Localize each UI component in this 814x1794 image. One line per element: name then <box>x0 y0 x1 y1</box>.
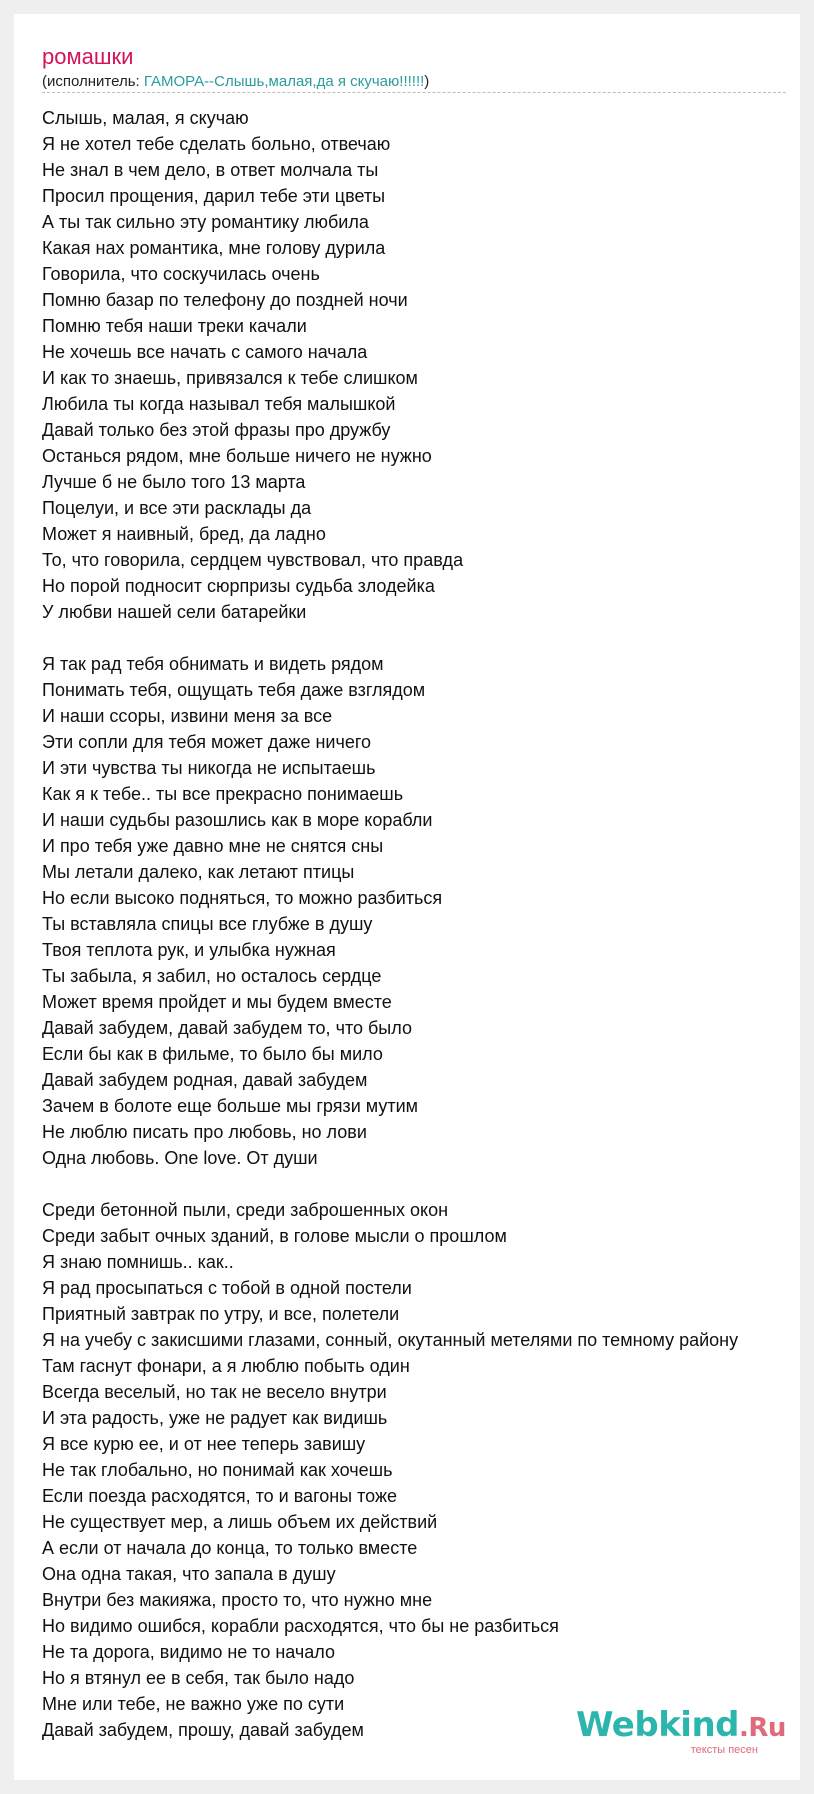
song-title: ромашки <box>42 44 134 69</box>
artist-line <box>42 72 786 92</box>
song-header <box>42 42 786 92</box>
lyric-line: То, что говорила, сердцем чувствовал, что правда <box>42 550 464 570</box>
lyric-line: Я знаю помнишь.. как.. <box>42 1252 234 1272</box>
artist-link[interactable]: ГАМОРА--Слышь,малая,да я скучаю!!!!!! <box>143 73 425 90</box>
lyric-line: Останься рядом, мне больше ничего не нужно <box>42 446 432 466</box>
lyric-line: Если бы как в фильме, то было бы мило <box>42 1044 383 1064</box>
lyric-line: Может я наивный, бред, да ладно <box>42 524 326 544</box>
lyric-line: А если от начала до конца, то только вместе <box>42 1538 418 1558</box>
lyric-line: Не существует мер, а лишь объем их действий <box>42 1512 438 1532</box>
lyric-line: Давай только без этой фразы про дружбу <box>42 420 391 440</box>
lyric-line: Эти сопли для тебя может даже ничего <box>42 732 372 752</box>
lyric-line: Зачем в болоте еще больше мы грязи мутим <box>42 1096 418 1116</box>
lyric-line: Внутри без макияжа, просто то, что нужно мне <box>42 1590 433 1610</box>
lyric-line: И наши ссоры, извини меня за все <box>42 706 333 726</box>
lyric-line: Она одна такая, что запала в душу <box>42 1564 336 1584</box>
lyric-line: А ты так сильно эту романтику любила <box>42 212 369 232</box>
lyric-line: Не так глобально, но понимай как хочешь <box>42 1460 393 1480</box>
lyric-line: Но видимо ошибся, корабли расходятся, что бы не разбиться <box>42 1616 559 1636</box>
lyric-line: Слышь, малая, я скучаю <box>42 108 249 128</box>
lyric-line: У любви нашей сели батарейки <box>42 602 307 622</box>
header-divider <box>42 92 786 93</box>
lyric-line: Я не хотел тебе сделать больно, отвечаю <box>42 134 391 154</box>
lyric-line: Давай забудем родная, давай забудем <box>42 1070 368 1090</box>
lyrics-stanza <box>42 1197 800 1743</box>
lyric-line: Какая нах романтика, мне голову дурила <box>42 238 386 258</box>
lyric-line: Давай забудем, прошу, давай забудем <box>42 1720 364 1740</box>
logo-suffix: .Ru <box>739 1713 786 1743</box>
lyrics-body <box>42 105 800 1743</box>
lyric-line: Я на учебу с закисшими глазами, сонный, окутанный метелями по темному району <box>42 1330 739 1350</box>
lyric-line: Как я к тебе.. ты все прекрасно понимаешь <box>42 784 404 804</box>
lyric-line: Поцелуи, и все эти расклады да <box>42 498 312 518</box>
lyrics-stanza <box>42 105 800 625</box>
logo-main: Webkind <box>576 1705 739 1745</box>
lyric-line: Помню базар по телефону до поздней ночи <box>42 290 408 310</box>
site-logo[interactable] <box>576 1705 786 1756</box>
lyric-line: Там гаснут фонари, а я люблю побыть один <box>42 1356 410 1376</box>
lyric-line: Может время пройдет и мы будем вместе <box>42 992 392 1012</box>
lyric-line: Мне или тебе, не важно уже по сути <box>42 1694 345 1714</box>
lyric-line: Приятный завтрак по утру, и все, полетели <box>42 1304 400 1324</box>
lyric-line: Всегда веселый, но так не весело внутри <box>42 1382 387 1402</box>
lyric-line: Ты вставляла спицы все глубже в душу <box>42 914 373 934</box>
lyric-line: Не хочешь все начать с самого начала <box>42 342 368 362</box>
lyric-line: Просил прощения, дарил тебе эти цветы <box>42 186 386 206</box>
lyric-line: Помню тебя наши треки качали <box>42 316 307 336</box>
lyrics-stanza <box>42 651 800 1171</box>
lyric-line: Я рад просыпаться с тобой в одной постели <box>42 1278 412 1298</box>
lyric-line: Говорила, что соскучилась очень <box>42 264 320 284</box>
lyric-line: И как то знаешь, привязался к тебе слишком <box>42 368 418 388</box>
lyric-line: Одна любовь. One love. От души <box>42 1148 318 1168</box>
lyric-line: И про тебя уже давно мне не снятся сны <box>42 836 384 856</box>
lyric-line: Я так рад тебя обнимать и видеть рядом <box>42 654 384 674</box>
lyric-line: Не знал в чем дело, в ответ молчала ты <box>42 160 379 180</box>
lyric-line: Но порой подносит сюрпризы судьба злодейка <box>42 576 435 596</box>
lyric-line: Лучше б не было того 13 марта <box>42 472 306 492</box>
lyric-line: Ты забыла, я забил, но осталось сердце <box>42 966 382 986</box>
lyric-line: Понимать тебя, ощущать тебя даже взглядом <box>42 680 426 700</box>
lyric-line: И эта радость, уже не радует как видишь <box>42 1408 388 1428</box>
lyric-line: Среди забыт очных зданий, в голове мысли о прошлом <box>42 1226 507 1246</box>
lyric-line: Любила ты когда называл тебя малышкой <box>42 394 396 414</box>
lyrics-card <box>14 14 800 1780</box>
lyric-line: Но если высоко подняться, то можно разбиться <box>42 888 443 908</box>
logo-wordmark <box>576 1705 786 1747</box>
lyric-line: И эти чувства ты никогда не испытаешь <box>42 758 376 778</box>
lyric-line: Я все курю ее, и от нее теперь завишу <box>42 1434 366 1454</box>
lyric-line: Не та дорога, видимо не то начало <box>42 1642 336 1662</box>
lyric-line: Если поезда расходятся, то и вагоны тоже <box>42 1486 398 1506</box>
lyric-line: Не люблю писать про любовь, но лови <box>42 1122 367 1142</box>
lyric-line: Но я втянул ее в себя, так было надо <box>42 1668 355 1688</box>
lyric-line: Мы летали далеко, как летают птицы <box>42 862 355 882</box>
lyric-line: И наши судьбы разошлись как в море корабли <box>42 810 433 830</box>
lyric-line: Среди бетонной пыли, среди заброшенных окон <box>42 1200 449 1220</box>
lyric-line: Твоя теплота рук, и улыбка нужная <box>42 940 336 960</box>
artist-suffix: ) <box>424 73 430 90</box>
logo-tagline: тексты песен <box>690 1744 758 1756</box>
lyric-line: Давай забудем, давай забудем то, что было <box>42 1018 412 1038</box>
artist-prefix: (исполнитель: <box>42 73 144 90</box>
